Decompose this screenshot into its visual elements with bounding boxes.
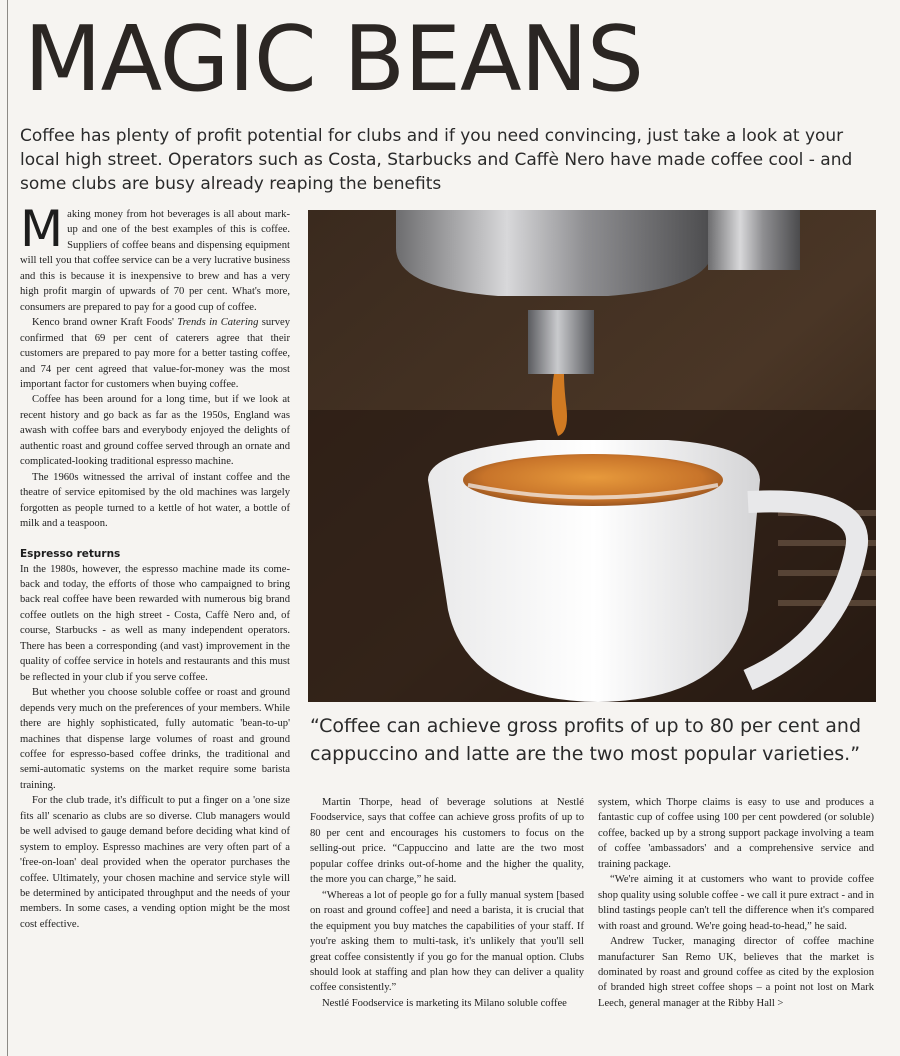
paragraph: The 1960s witnessed the arrival of instant coffee and the theatre of service epitomised by the old machines was largely forgotten as people turned to a kettle of hot water, a bottle of milk and a teaspoon. bbox=[20, 471, 290, 530]
paragraph: system, which Thorpe claims is easy to use and produces a fantastic cup of coffee using 100 per cent powdered (or soluble) coffee, backed up by a strong support package involving a team of coffee 'ambassadors' and a comprehensive service and training package. bbox=[598, 797, 874, 870]
page-edge-rule bbox=[7, 0, 8, 1056]
pull-quote: “Coffee can achieve gross profits of up to 80 per cent and cappuccino and latte are the two most popular varieties.” bbox=[310, 715, 861, 765]
paragraph: Kenco brand owner Kraft Foods' Trends in Catering survey confirmed that 69 per cent of caterers agree that their customers are prepared to pay more for a better tasting coffee, and 74 per cent agreed that value-for-money was the most important factor for customers when buying coffee. bbox=[20, 317, 290, 390]
paragraph: For the club trade, it's difficult to put a finger on a 'one size fits all' scenario as clubs are so diverse. Club managers would be well advised to gauge demand before deciding what kind of system to employ. Espresso machines are very often part of a 'free-on-loan' deal provided when the operator purchases the coffee. Ultimately, your chosen machine and service style will be determined by anticipated throughput and the needs of your members. In some cases, a vending option might be the most cost effective. bbox=[20, 795, 290, 930]
article-column-3 bbox=[598, 795, 874, 1011]
paragraph: “We're aiming it at customers who want to provide coffee shop quality using soluble coffee - we call it pure extract - and in blind tastings people can't tell the difference when it's compared with roast and ground. We're going head-to-head,” he said. bbox=[598, 874, 874, 932]
paragraph: Coffee has been around for a long time, but if we look at recent history and go back as far as the 1950s, England was awash with coffee bars and everybody enjoyed the delights of authentic roast and ground coffee served through an ornate and complicated-looking traditional espresso machine. bbox=[20, 394, 290, 468]
paragraph: “Whereas a lot of people go for a fully manual system [based on roast and ground coffee] and need a barista, it is crucial that the equipment you buy matches the capabilities of your staff. If you're asking them to multi-task, it's unlikely that you'll sell great coffee consistently if you go for the manual option. Clubs should look at staffing and plan how they can deliver a quality coffee consistently.” bbox=[310, 889, 584, 994]
standfirst: Coffee has plenty of profit potential for clubs and if you need convincing, just take a look at your local high street. Operators such as Costa, Starbucks and Caffè Nero have made coffee cool - and some clubs are busy already reaping the benefits bbox=[20, 126, 853, 194]
espresso-cup-photo bbox=[308, 210, 876, 702]
subheading: Espresso returns bbox=[20, 547, 121, 560]
paragraph: But whether you choose soluble coffee or roast and ground depends very much on the preferences of your members. While there are highly sophisticated, fully automatic 'bean-to-up' machines that dispense large volumes of roast and ground coffee for espresso-based coffee drinks, the traditional and semi-automatic systems on the market require some barista training. bbox=[20, 687, 290, 791]
article-column-1 bbox=[20, 200, 290, 932]
drop-cap: M bbox=[20, 200, 64, 258]
headline: MAGIC BEANS bbox=[24, 7, 643, 112]
publication-title: Trends in Catering bbox=[177, 317, 259, 329]
paragraph: Andrew Tucker, managing director of coffee machine manufacturer San Remo UK, believes that the market is dominated by roast and ground coffee as cited by the explosion of branded high street coffee shops – a point not lost on Mark Leech, general manager at the Ribby Hall > bbox=[598, 936, 874, 1009]
paragraph: In the 1980s, however, the espresso machine made its come-back and today, the efforts of those who campaigned to bring back real coffee have been rewarded with numerous big brand coffee outlets on the high street - Costa, Caffè Nero and, of course, Starbucks - as well as many independent operators. There has been a corresponding (and vast) improvement in the quality of coffee service in hotels and restaurants and this must be reflected in your club if you serve coffee. bbox=[20, 563, 290, 683]
paragraph: Making money from hot beverages is all about mark-up and one of the best examples of this is coffee. Suppliers of coffee beans and dispensing equipment will tell you that coffee service can be a very lucrative business and this is because it is inexpensive to brew and has a very high profit margin of upwards of 70 per cent. What's more, consumers are prepared to pay for a good cup of coffee. bbox=[20, 200, 290, 313]
paragraph: Nestlé Foodservice is marketing its Milano soluble coffee bbox=[322, 997, 567, 1009]
article-column-2 bbox=[310, 795, 584, 1011]
paragraph: Martin Thorpe, head of beverage solutions at Nestlé Foodservice, says that coffee can achieve gross profits of up to 80 per cent and encourages his customers to focus on the selling-out price. “Cappuccino and latte are the two most popular coffee drinks out-of-home and the higher the quality, the more you can charge,” he said. bbox=[310, 797, 584, 886]
